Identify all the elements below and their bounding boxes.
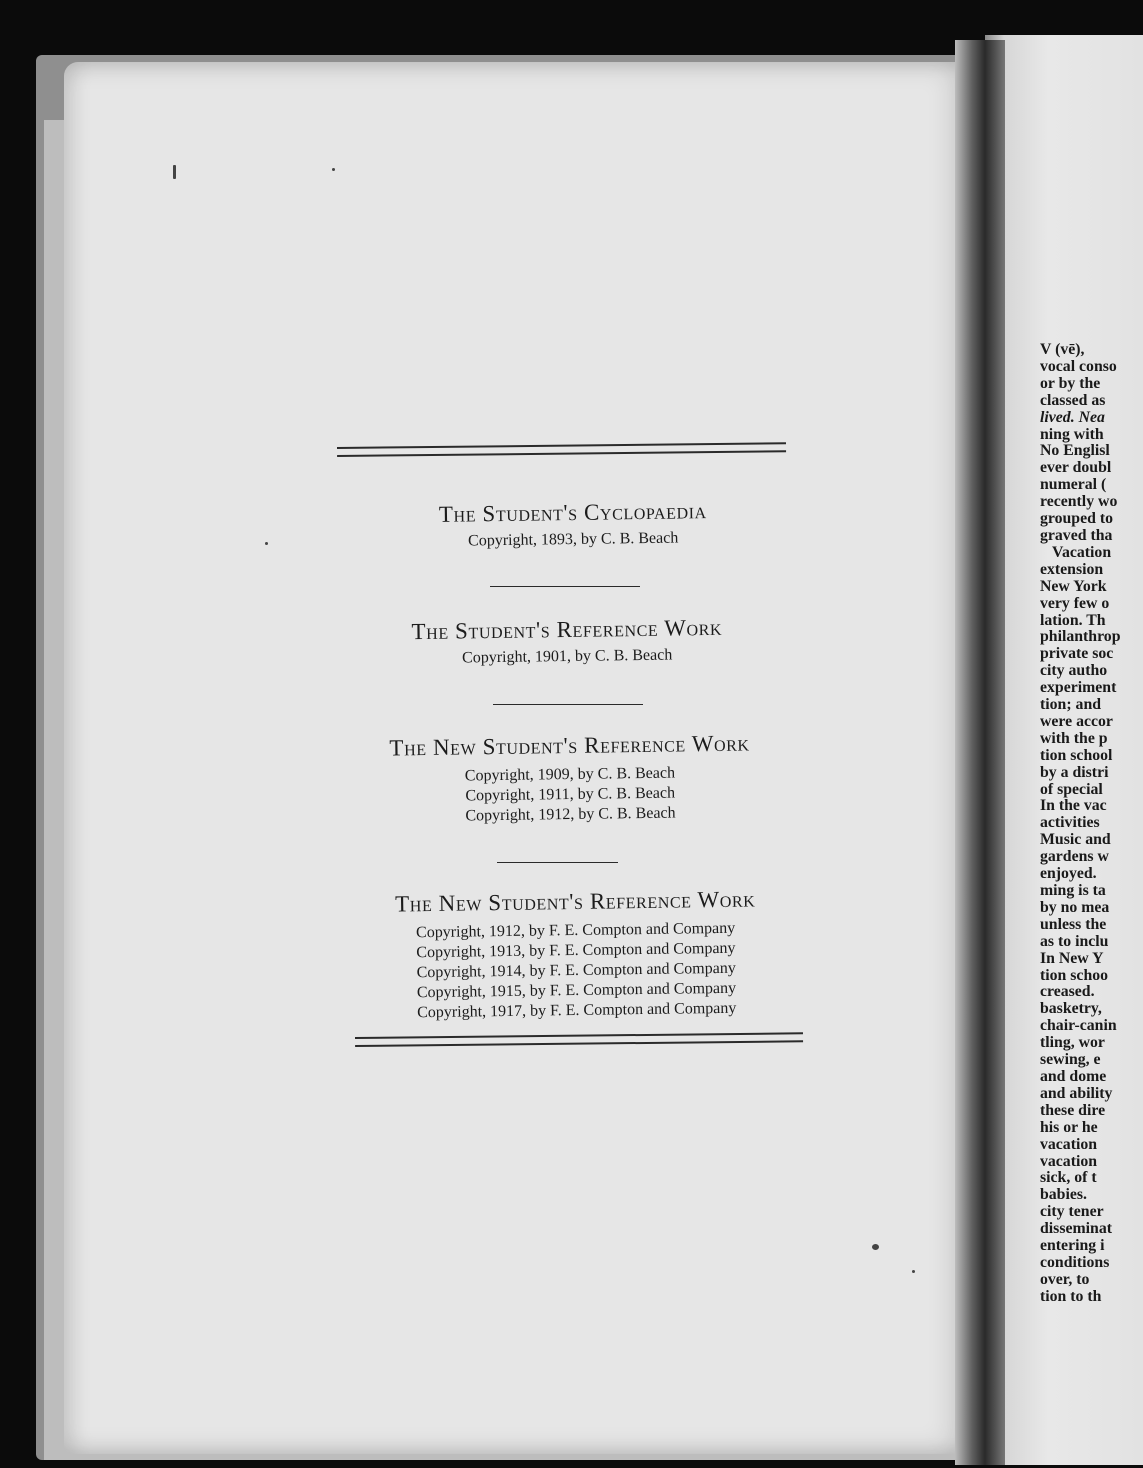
right-text-line: of special bbox=[1040, 780, 1103, 798]
right-page-text bbox=[1040, 342, 1143, 1302]
right-text-line: conditions bbox=[1040, 1253, 1110, 1271]
paper-speck bbox=[332, 168, 335, 171]
section-reference-work bbox=[327, 614, 808, 671]
right-text-line: basketry, bbox=[1040, 1000, 1102, 1018]
paper-speck bbox=[912, 1270, 915, 1273]
right-text-line: with the p bbox=[1040, 729, 1108, 747]
right-text-line: philanthrop bbox=[1040, 628, 1121, 646]
right-text-line: recently wo bbox=[1040, 493, 1118, 511]
right-text-line: ever doubl bbox=[1040, 459, 1112, 477]
right-text-line: graved tha bbox=[1040, 526, 1113, 544]
right-text-line: V (vē), bbox=[1040, 342, 1085, 358]
right-text-line: these dire bbox=[1040, 1101, 1106, 1119]
section-cyclopaedia bbox=[333, 497, 814, 554]
right-text-line: over, to bbox=[1040, 1270, 1090, 1288]
right-text-line: tling, wor bbox=[1040, 1034, 1105, 1052]
copyright-line: Copyright, 1911, by C. B. Beach bbox=[465, 784, 676, 805]
right-text-line: babies. bbox=[1040, 1186, 1087, 1204]
copyright-line: Copyright, 1909, by C. B. Beach bbox=[464, 764, 676, 785]
right-text-line: disseminat bbox=[1040, 1220, 1112, 1238]
section-divider bbox=[493, 704, 643, 705]
right-text-line: or by the bbox=[1040, 374, 1101, 392]
copyright-line: Copyright, 1893, by C. B. Beach bbox=[467, 529, 679, 550]
right-text-line: tion schoo bbox=[1040, 966, 1109, 984]
section-new-reference-work-beach bbox=[329, 730, 810, 829]
right-text-line: were accor bbox=[1040, 712, 1113, 730]
right-text-line: ming is ta bbox=[1040, 882, 1106, 899]
right-text-line: vocal conso bbox=[1040, 357, 1117, 375]
right-text-line: No Englisl bbox=[1040, 442, 1110, 460]
right-text-line: and ability bbox=[1040, 1084, 1113, 1102]
copyright-line: Copyright, 1912, by F. E. Compton and Company bbox=[415, 919, 736, 942]
right-text-line: classed as bbox=[1040, 391, 1106, 409]
paper-speck bbox=[173, 165, 176, 179]
right-text-line: grouped to bbox=[1040, 510, 1113, 528]
right-text-line: his or he bbox=[1040, 1118, 1098, 1136]
right-text-line: tion school bbox=[1040, 746, 1113, 764]
copyright-line: Copyright, 1917, by F. E. Compton and Company bbox=[417, 999, 737, 1022]
section-new-reference-work-compton bbox=[335, 886, 817, 1025]
right-text-line: by a distri bbox=[1040, 763, 1109, 781]
section-divider bbox=[490, 586, 640, 587]
copyright-line: Copyright, 1901, by C. B. Beach bbox=[461, 646, 673, 667]
right-text-line: private soc bbox=[1040, 645, 1114, 663]
right-text-line: sewing, e bbox=[1040, 1051, 1101, 1069]
right-text-line: city autho bbox=[1040, 662, 1108, 680]
right-text-line: Vacation bbox=[1052, 543, 1112, 561]
copyright-line: Copyright, 1912, by C. B. Beach bbox=[465, 804, 676, 825]
paper-speck bbox=[872, 1244, 879, 1250]
paper-speck bbox=[265, 542, 268, 545]
right-text-line: very few o bbox=[1040, 594, 1110, 612]
right-text-line: by no mea bbox=[1040, 898, 1110, 916]
section-title: The New Student's Reference Work bbox=[395, 886, 756, 917]
section-title: The Student's Cyclopaedia bbox=[438, 498, 707, 527]
right-text-line: experiment bbox=[1040, 679, 1117, 697]
right-text-line: and dome bbox=[1040, 1067, 1107, 1085]
right-text-line: as to inclu bbox=[1040, 932, 1109, 950]
right-text-line: In New Y bbox=[1040, 949, 1104, 967]
section-title: The Student's Reference Work bbox=[411, 614, 723, 645]
right-text-line: New York bbox=[1040, 577, 1107, 595]
right-text-line: chair-canin bbox=[1040, 1017, 1117, 1035]
right-text-line: tion to th bbox=[1040, 1287, 1102, 1302]
right-text-line: vacation bbox=[1040, 1152, 1098, 1170]
right-text-line: In the vac bbox=[1040, 797, 1107, 815]
right-text-line: entering i bbox=[1040, 1237, 1105, 1255]
right-text-line: creased. bbox=[1040, 983, 1095, 1001]
right-text-line: lived. Nea bbox=[1040, 408, 1105, 426]
right-text-line: Music and bbox=[1040, 831, 1111, 849]
copyright-line: Copyright, 1914, by F. E. Compton and Company bbox=[416, 959, 736, 982]
copyright-line: Copyright, 1915, by F. E. Compton and Company bbox=[416, 979, 737, 1002]
right-text-line: ning with bbox=[1040, 425, 1104, 443]
section-title: The New Student's Reference Work bbox=[389, 730, 750, 761]
right-text-line: gardens w bbox=[1040, 848, 1109, 866]
right-text-line: extension bbox=[1040, 560, 1104, 578]
right-text-line: enjoyed. bbox=[1040, 865, 1097, 883]
right-text-line: tion; and bbox=[1040, 696, 1102, 714]
right-text-line: city tener bbox=[1040, 1203, 1104, 1221]
section-divider bbox=[497, 862, 618, 863]
copyright-line: Copyright, 1913, by F. E. Compton and Company bbox=[416, 939, 736, 962]
right-text-line: numeral ( bbox=[1040, 476, 1107, 494]
right-text-line: vacation bbox=[1040, 1135, 1098, 1153]
right-text-line: lation. Th bbox=[1040, 611, 1106, 629]
right-text-line: activities bbox=[1040, 814, 1100, 832]
book-gutter bbox=[955, 40, 1005, 1465]
right-text-line: sick, of t bbox=[1040, 1169, 1097, 1187]
right-text-line: unless the bbox=[1040, 915, 1107, 933]
